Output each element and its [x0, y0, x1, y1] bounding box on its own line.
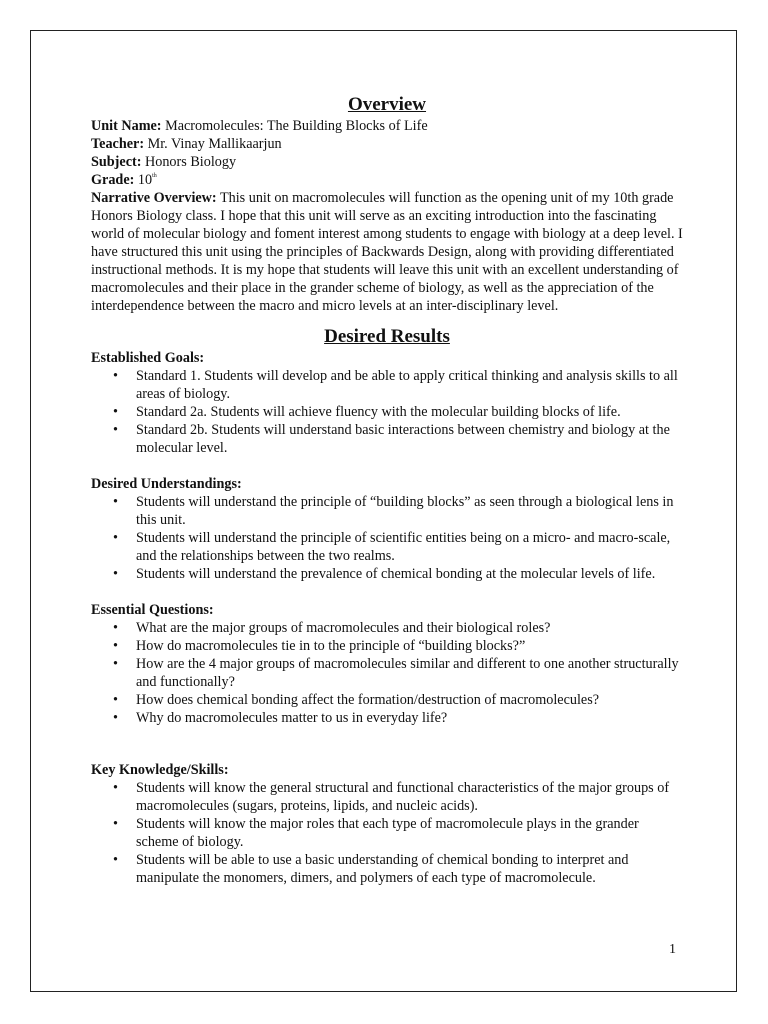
bullet-icon: •	[113, 620, 118, 636]
list-item-text: Students will understand the prevalence of chemical bonding at the molecular levels of life.	[136, 566, 656, 582]
bullet-icon: •	[113, 692, 118, 708]
bullet-icon: •	[113, 530, 118, 546]
list-item	[91, 709, 683, 727]
bullet-icon: •	[113, 656, 118, 672]
list-item	[91, 815, 683, 851]
list-item	[91, 779, 683, 815]
grade-suffix: th	[152, 173, 157, 179]
narrative-text: This unit on macromolecules will function as the opening unit of my 10th grade Honors Biology class. I hope that this unit will serve as an exciting introduction into the fascinating world of molecular biology and foment interest among students to engage with biology at a deep level. I have structured this unit using the principles of Backwards Design, along with providing differentiated instructional methods. It is my hope that students will leave this unit with an excellent understanding of macromolecules and their place in the grander scheme of biology, as well as the appreciation of the interdependence between the macro and micro levels at an inter-disciplinary level.	[91, 190, 683, 314]
list-item-text: How does chemical bonding affect the formation/destruction of macromolecules?	[136, 692, 600, 708]
grade-value: 10	[137, 172, 153, 188]
narrative-overview	[91, 189, 683, 315]
essential-questions-list	[91, 619, 683, 727]
list-item-text: What are the major groups of macromolecules and their biological roles?	[136, 620, 551, 636]
list-item-text: Students will be able to use a basic understanding of chemical bonding to interpret and manipulate the monomers, dimers, and polymers of each type of macromolecule.	[136, 852, 629, 886]
overview-heading: Overview	[347, 94, 427, 115]
bullet-icon: •	[113, 710, 118, 726]
list-item-text: Students will know the general structural and functional characteristics of the major groups of macromolecules (sugars, proteins, lipids, and nucleic acids).	[136, 780, 670, 814]
established-goals-heading: Established Goals:	[91, 350, 205, 366]
list-item-text: Standard 2a. Students will achieve fluency with the molecular building blocks of life.	[136, 404, 621, 420]
bullet-icon: •	[113, 816, 118, 832]
bullet-icon: •	[113, 852, 118, 868]
grade-label: Grade:	[91, 172, 135, 188]
desired-results-heading: Desired Results	[324, 326, 450, 347]
list-item	[91, 367, 683, 403]
key-knowledge-skills-list	[91, 779, 683, 887]
bullet-icon: •	[113, 422, 118, 438]
grade-field	[91, 171, 683, 189]
list-item-text: Students will understand the principle of scientific entities being on a micro- and macro-scale, and the relationships between the two realms.	[136, 530, 671, 564]
list-item-text: Standard 1. Students will develop and be able to apply critical thinking and analysis skills to all areas of biology.	[136, 368, 678, 402]
subject-label: Subject:	[91, 154, 142, 170]
list-item	[91, 403, 683, 421]
subject-value: Honors Biology	[145, 154, 237, 170]
list-item-text: Students will understand the principle of “building blocks” as seen through a biological lens in this unit.	[136, 494, 674, 528]
list-item	[91, 637, 683, 655]
list-item	[91, 529, 683, 565]
teacher-label: Teacher:	[91, 136, 145, 152]
desired-understandings-list	[91, 493, 683, 583]
narrative-label: Narrative Overview:	[91, 190, 217, 206]
list-item	[91, 565, 683, 583]
established-goals-list	[91, 367, 683, 457]
subject-field	[91, 153, 683, 171]
list-item	[91, 851, 683, 887]
teacher-value: Mr. Vinay Mallikaarjun	[147, 136, 282, 152]
teacher-field	[91, 135, 683, 153]
list-item	[91, 655, 683, 691]
list-item-text: Students will know the major roles that each type of macromolecule plays in the grander scheme of biology.	[136, 816, 639, 850]
unit-name-label: Unit Name:	[91, 118, 162, 134]
bullet-icon: •	[113, 494, 118, 510]
key-knowledge-skills-heading: Key Knowledge/Skills:	[91, 762, 229, 778]
page-number: 1	[669, 942, 676, 957]
desired-understandings-heading: Desired Understandings:	[91, 476, 242, 492]
bullet-icon: •	[113, 638, 118, 654]
unit-name-value: Macromolecules: The Building Blocks of Life	[165, 118, 428, 134]
bullet-icon: •	[113, 368, 118, 384]
list-item	[91, 493, 683, 529]
essential-questions-heading: Essential Questions:	[91, 602, 214, 618]
bullet-icon: •	[113, 566, 118, 582]
document-body	[91, 93, 683, 887]
list-item	[91, 421, 683, 457]
list-item-text: Standard 2b. Students will understand basic interactions between chemistry and biology at the molecular level.	[136, 422, 670, 456]
list-item	[91, 691, 683, 709]
list-item	[91, 619, 683, 637]
unit-name-field	[91, 117, 683, 135]
list-item-text: How are the 4 major groups of macromolecules similar and different to one another structurally and functionally?	[136, 656, 679, 690]
list-item-text: How do macromolecules tie in to the principle of “building blocks?”	[136, 638, 526, 654]
list-item-text: Why do macromolecules matter to us in everyday life?	[136, 710, 448, 726]
bullet-icon: •	[113, 404, 118, 420]
bullet-icon: •	[113, 780, 118, 796]
